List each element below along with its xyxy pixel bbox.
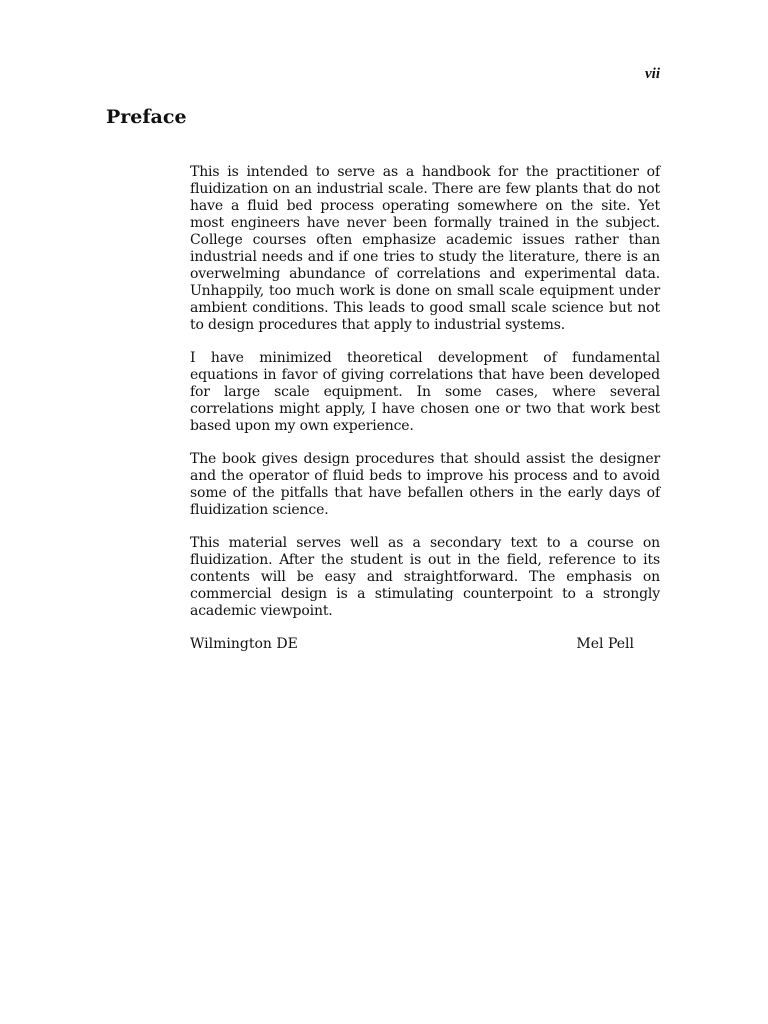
preface-body xyxy=(190,164,660,653)
paragraph: The book gives design procedures that should assist the designer and the operator of fluid beds to improve his process and to avoid some of the pitfalls that have befallen others in the early days of fluidization science. xyxy=(190,451,660,518)
signature-location: Wilmington DE xyxy=(190,636,298,652)
page-title: Preface xyxy=(106,106,187,128)
page-number: vii xyxy=(645,66,660,82)
signature-line xyxy=(190,636,660,653)
paragraph: This is intended to serve as a handbook for the practitioner of fluidization on an industrial scale. There are few plants that do not have a fluid bed process operating somewhere on the site. Yet most engineers have never been formally trained in the subject. College courses often emphasize academic issues rather than industrial needs and if one tries to study the literature, there is an overwelming abundance of correlations and experimental data. Unhappily, too much work is done on small scale equipment under ambient conditions. This leads to good small scale science but not to design procedures that apply to industrial systems. xyxy=(190,164,660,333)
signature-author: Mel Pell xyxy=(576,636,634,652)
paragraph: This material serves well as a secondary text to a course on fluidization. After the student is out in the field, reference to its contents will be easy and straightforward. The emphasis on commercial design is a stimulating counterpoint to a strongly academic viewpoint. xyxy=(190,535,660,619)
paragraph: I have minimized theoretical development of fundamental equations in favor of giving correlations that have been developed for large scale equipment. In some cases, where several correlations might apply, I have chosen one or two that work best based upon my own experience. xyxy=(190,350,660,434)
